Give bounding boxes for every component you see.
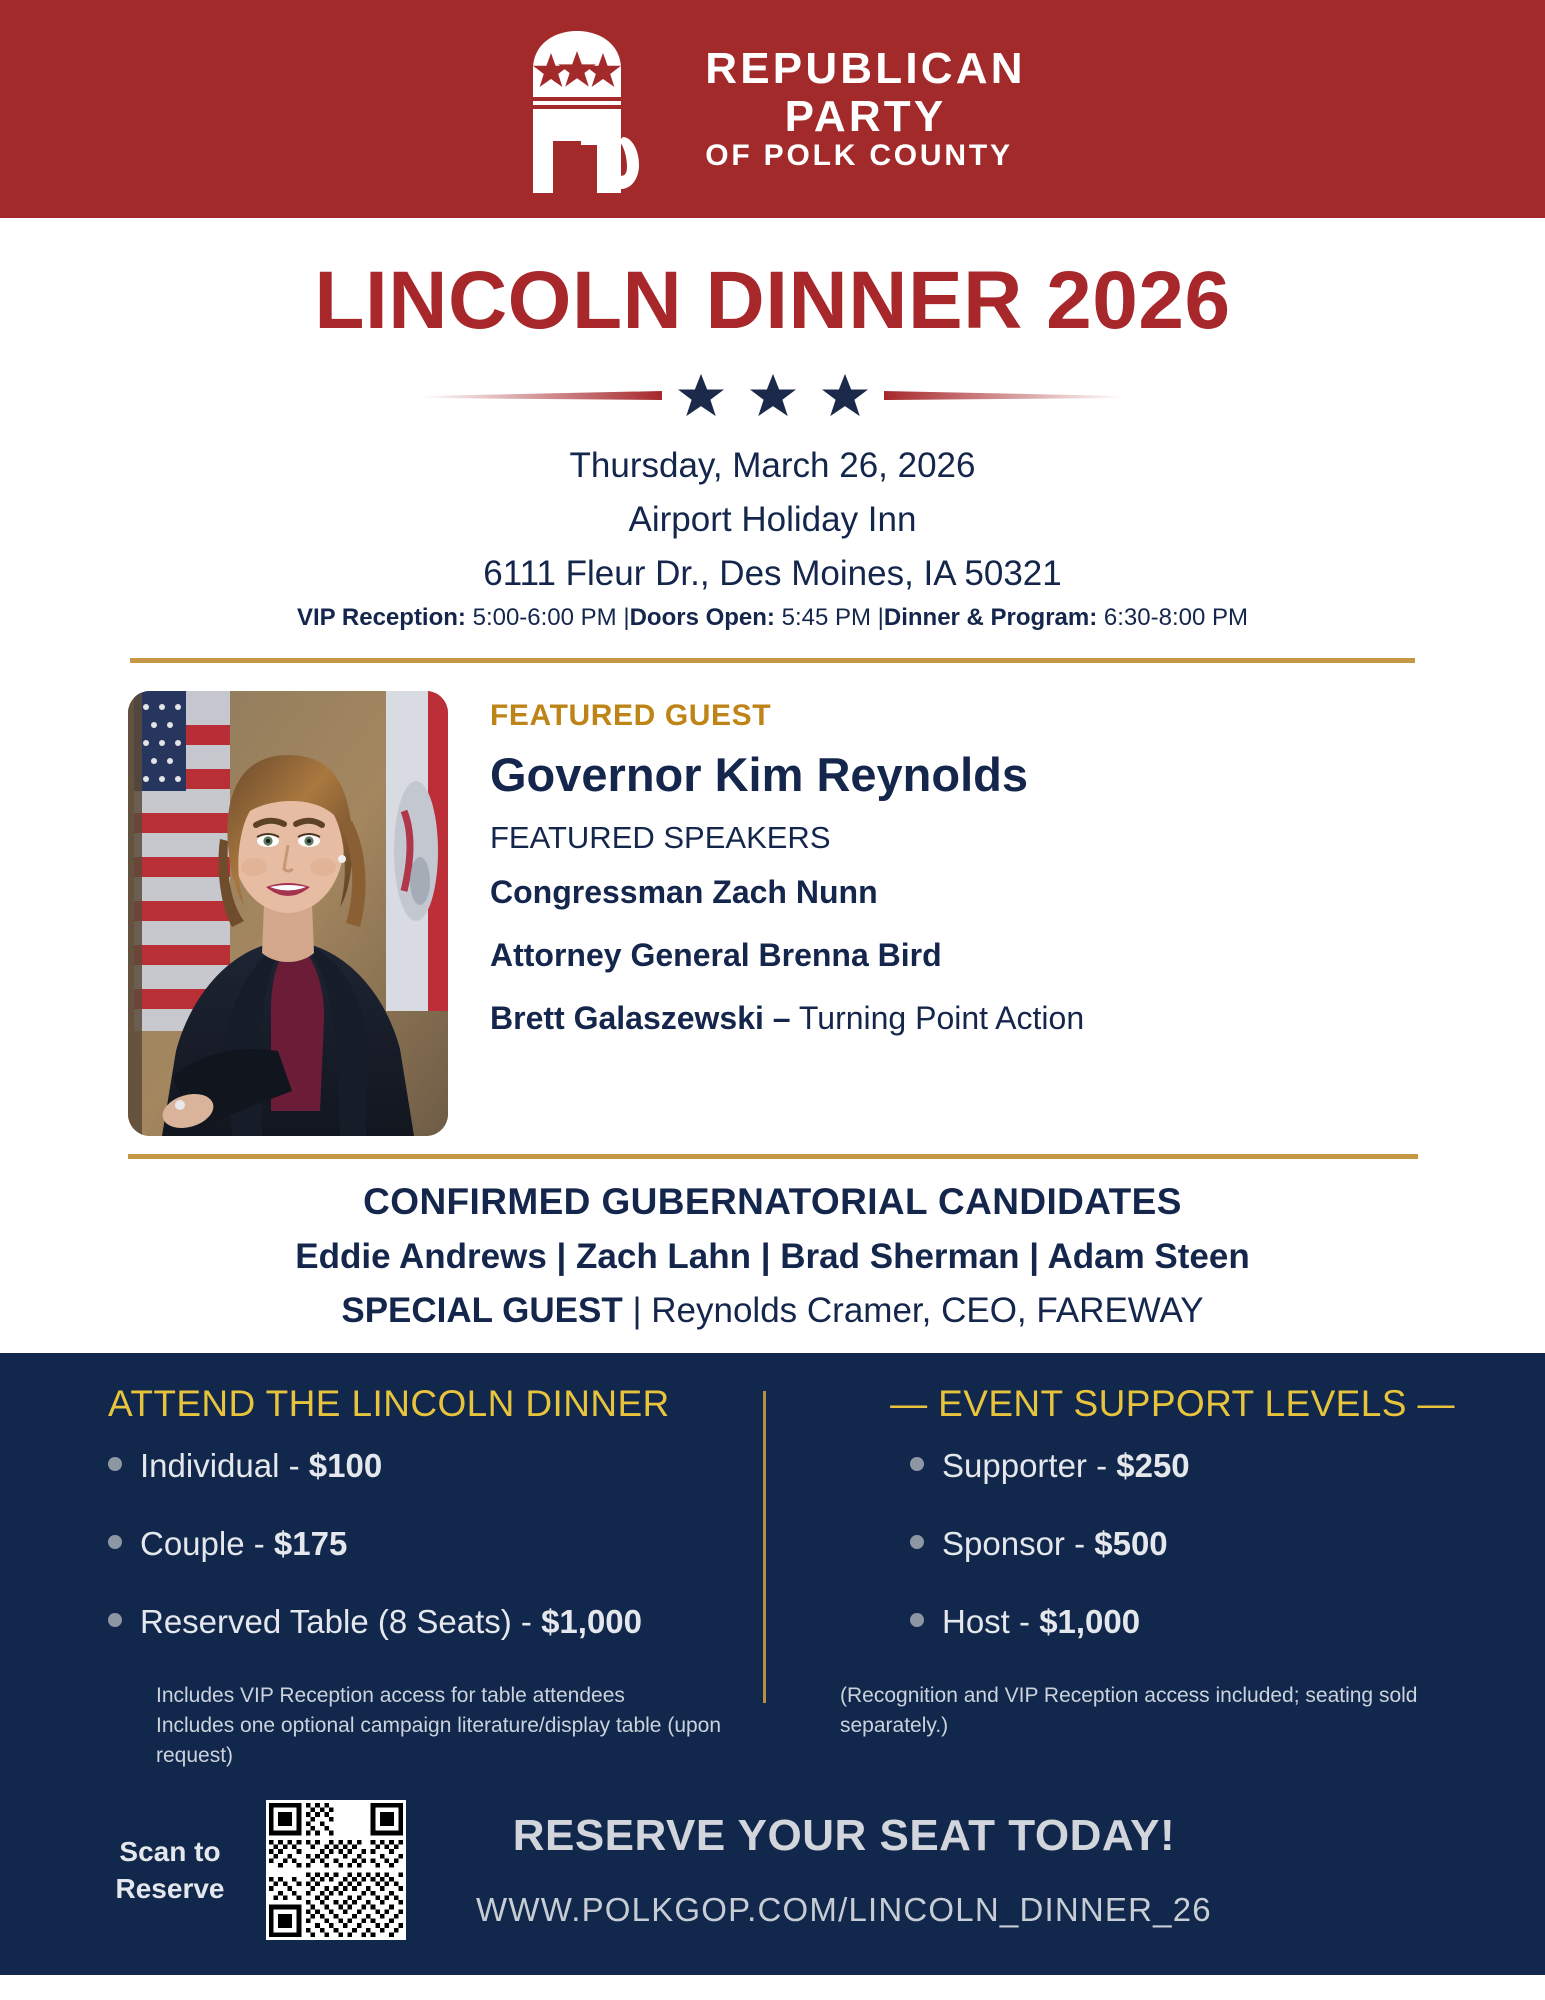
attend-heading: ATTEND THE LINCOLN DINNER [108, 1383, 670, 1424]
brand-line-2: PARTY [784, 91, 947, 141]
governor-portrait [128, 691, 448, 1136]
price-label: Couple - [140, 1525, 274, 1562]
special-guest-label: SPECIAL GUEST [341, 1291, 623, 1330]
list-item [108, 1447, 760, 1485]
doors-label: Doors Open: [629, 604, 775, 631]
price-label: Reserved Table (8 Seats) - [140, 1603, 542, 1640]
cta-heading: RESERVE YOUR SEAT TODAY! [512, 1811, 1176, 1861]
list-item [910, 1525, 1545, 1563]
dinner-label: Dinner & Program: [883, 604, 1098, 631]
left-swoosh-icon [422, 389, 662, 401]
featured-guest-kicker: FEATURED GUEST [490, 699, 772, 732]
event-schedule [0, 604, 1545, 632]
attend-notes [108, 1681, 760, 1770]
featured-guest-name: Governor Kim Reynolds [490, 748, 1028, 801]
doors-value: 5:45 PM [774, 604, 878, 631]
price-value: $500 [1094, 1525, 1168, 1562]
support-price-list [840, 1447, 1545, 1641]
vip-value: 5:00-6:00 PM [465, 604, 624, 631]
list-item [910, 1447, 1545, 1485]
price-label: Host - [942, 1603, 1040, 1640]
list-item [108, 1603, 760, 1641]
pricing-panel [0, 1353, 1545, 1975]
cta-block [476, 1811, 1212, 1929]
republican-elephant-icon [519, 25, 679, 193]
three-stars-icon [678, 372, 868, 418]
speaker-name: Congressman Zach Nunn [490, 874, 878, 910]
attend-note-2: Includes one optional campaign literature/display table (upon request) [156, 1713, 722, 1767]
featured-section [0, 663, 1545, 1136]
speaker-item [490, 874, 1084, 911]
event-date: Thursday, March 26, 2026 [569, 446, 976, 485]
bullet-icon [108, 1535, 122, 1549]
reserve-url[interactable]: WWW.POLKGOP.COM/LINCOLN_DINNER_26 [476, 1891, 1212, 1929]
price-label: Supporter - [942, 1447, 1117, 1484]
brand-wordmark [705, 45, 1025, 172]
attend-column [0, 1383, 760, 1770]
brand-line-3: OF POLK COUNTY [705, 139, 1013, 173]
qr-code-icon[interactable] [266, 1800, 406, 1940]
speaker-item [490, 1000, 1084, 1037]
event-address: 6111 Fleur Dr., Des Moines, IA 50321 [483, 554, 1062, 593]
list-item [910, 1603, 1545, 1641]
price-value: $100 [308, 1447, 383, 1484]
price-value: $1,000 [541, 1603, 643, 1640]
special-guest-value: | Reynolds Cramer, CEO, FAREWAY [622, 1291, 1204, 1330]
candidates-names: Eddie Andrews | Zach Lahn | Brad Sherman | Adam Steen [295, 1237, 1250, 1276]
column-divider [763, 1391, 766, 1703]
speaker-name: Brett Galaszewski – [490, 1000, 791, 1036]
bullet-icon [910, 1613, 924, 1627]
list-item [108, 1525, 760, 1563]
scan-to-reserve-label: Scan to Reserve [115, 1835, 225, 1905]
speaker-affiliation: Turning Point Action [790, 1000, 1085, 1036]
speaker-item [490, 937, 1084, 974]
vip-label: VIP Reception: [296, 604, 466, 631]
featured-text [490, 691, 1084, 1063]
support-heading: — EVENT SUPPORT LEVELS — [890, 1383, 1455, 1424]
support-note: (Recognition and VIP Reception access included; seating sold separately.) [840, 1684, 1418, 1737]
bullet-icon [910, 1535, 924, 1549]
price-label: Sponsor - [942, 1525, 1095, 1562]
featured-speakers-label: FEATURED SPEAKERS [490, 820, 831, 855]
reserve-footer [0, 1770, 1545, 1940]
attend-price-list [108, 1447, 760, 1641]
brand-line-1: REPUBLICAN [705, 44, 1026, 94]
bullet-icon [108, 1613, 122, 1627]
bullet-icon [108, 1457, 122, 1471]
price-value: $250 [1116, 1447, 1190, 1484]
event-details [0, 446, 1545, 632]
price-value: $175 [273, 1525, 348, 1562]
dinner-value: 6:30-8:00 PM [1097, 604, 1248, 631]
special-guest-line [0, 1291, 1545, 1331]
brand-header [0, 0, 1545, 218]
price-label: Individual - [140, 1447, 309, 1484]
schedule-sep-2: | [877, 604, 884, 631]
right-swoosh-icon [884, 389, 1124, 401]
schedule-sep-1: | [623, 604, 630, 631]
bullet-icon [910, 1457, 924, 1471]
pricing-columns [0, 1383, 1545, 1770]
event-venue: Airport Holiday Inn [628, 500, 917, 539]
page-title: LINCOLN DINNER 2026 [314, 255, 1231, 346]
candidates-heading: CONFIRMED GUBERNATORIAL CANDIDATES [363, 1181, 1182, 1222]
candidates-section [0, 1159, 1545, 1331]
attend-note-1: Includes VIP Reception access for table attendees [156, 1684, 625, 1707]
support-column [760, 1383, 1545, 1770]
star-divider [0, 372, 1545, 418]
price-value: $1,000 [1039, 1603, 1141, 1640]
speaker-name: Attorney General Brenna Bird [490, 937, 942, 973]
